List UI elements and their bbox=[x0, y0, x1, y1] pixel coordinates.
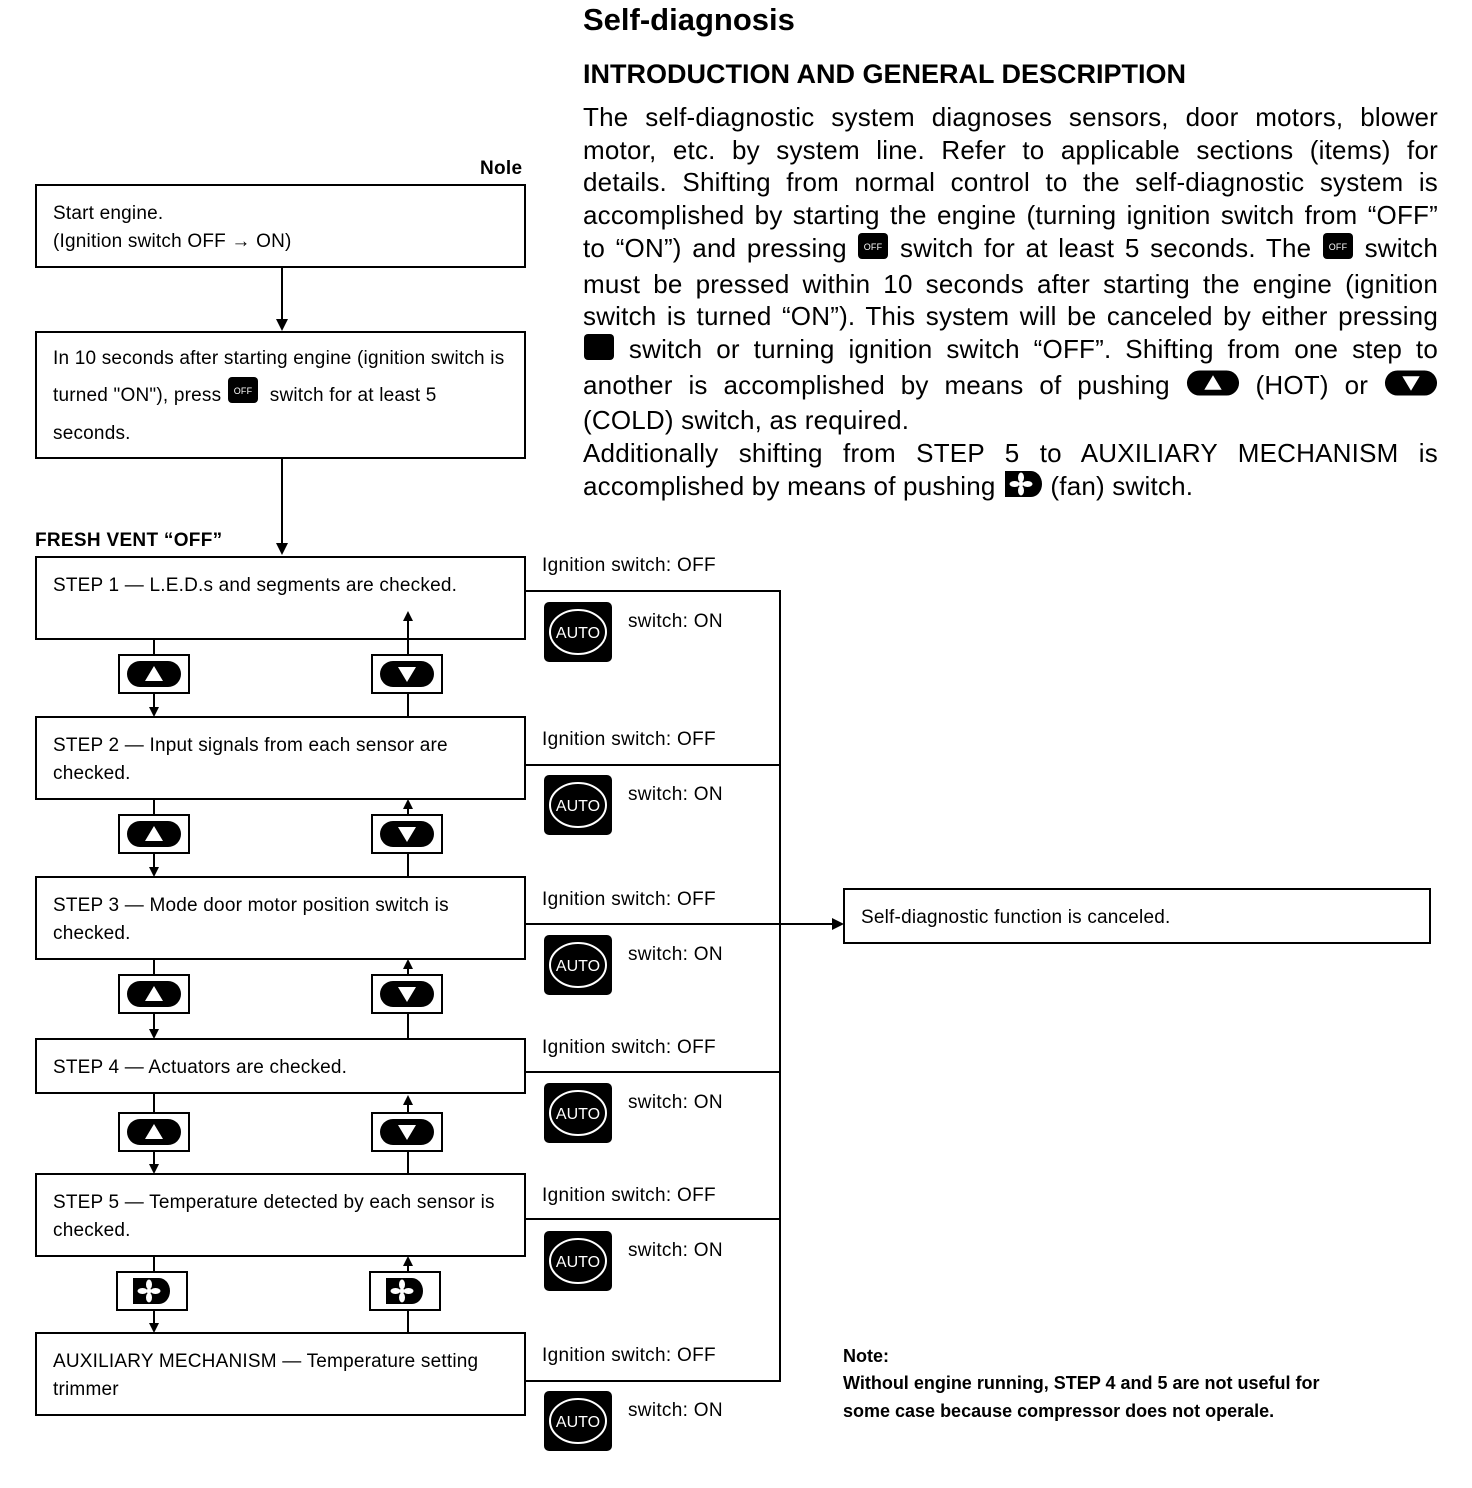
hot-button-frame bbox=[118, 814, 190, 854]
step-5-box bbox=[35, 1173, 526, 1257]
connector-bus-line bbox=[779, 590, 781, 1382]
connector-line bbox=[526, 764, 781, 766]
step-4-box bbox=[35, 1038, 526, 1094]
press-off-text-2: switch for at least 5 seconds. bbox=[53, 385, 437, 444]
connector-line bbox=[281, 268, 283, 322]
intro-text-7: Additionally shifting from STEP 5 to AUXILIARY MECHANISM is accomplished by means of pushing bbox=[583, 438, 1438, 501]
down-triangle-button-icon bbox=[1384, 369, 1438, 405]
step-1-text: STEP 1 — L.E.D.s and segments are checked. bbox=[53, 575, 458, 596]
switch-on-label: switch: ON bbox=[628, 611, 723, 632]
auto-button-icon bbox=[543, 774, 613, 836]
down-triangle-button-icon bbox=[379, 1118, 435, 1146]
connector-line bbox=[779, 923, 835, 925]
arrow-down-icon bbox=[148, 866, 160, 878]
fan-button-icon bbox=[131, 1277, 171, 1305]
note-line-1: Withoul engine running, STEP 4 and 5 are not useful for bbox=[843, 1373, 1320, 1393]
connector-line bbox=[407, 694, 409, 716]
fan-button-frame bbox=[116, 1271, 188, 1311]
ignition-off-label: Ignition switch: OFF bbox=[542, 1185, 716, 1206]
connector-line bbox=[526, 1218, 781, 1220]
fan-button-frame bbox=[369, 1271, 441, 1311]
off-button-icon bbox=[583, 333, 615, 369]
up-triangle-button-icon bbox=[126, 980, 182, 1008]
auto-button-label: AUTO bbox=[555, 1106, 601, 1123]
intro-text-8: (fan) switch. bbox=[1050, 470, 1194, 501]
auto-button-label: AUTO bbox=[555, 798, 601, 815]
arrow-down-icon bbox=[148, 706, 160, 718]
hot-button-frame bbox=[118, 974, 190, 1014]
auto-button-label: AUTO bbox=[555, 958, 601, 975]
step-2-box bbox=[35, 716, 526, 800]
auxiliary-mechanism-text: AUXILIARY MECHANISM — Temperature setting trimmer bbox=[53, 1351, 479, 1400]
arrow-down-icon bbox=[148, 1028, 160, 1040]
ignition-off-label: Ignition switch: OFF bbox=[542, 1345, 716, 1366]
auto-button-label: AUTO bbox=[555, 1414, 601, 1431]
auto-button-icon bbox=[543, 601, 613, 663]
connector-line bbox=[281, 459, 283, 547]
step-3-box bbox=[35, 876, 526, 960]
canceled-box bbox=[843, 888, 1431, 944]
fan-button-icon bbox=[384, 1277, 424, 1305]
intro-text-6: (COLD) switch, as required. bbox=[583, 405, 910, 436]
step-3-text: STEP 3 — Mode door motor position switch is checked. bbox=[53, 895, 449, 944]
arrow-up-icon bbox=[402, 798, 414, 810]
arrow-down-icon bbox=[148, 1163, 160, 1175]
ignition-off-label: Ignition switch: OFF bbox=[542, 1037, 716, 1058]
connector-line bbox=[407, 854, 409, 876]
connector-line bbox=[153, 1257, 155, 1271]
connector-line bbox=[526, 1071, 781, 1073]
canceled-text: Self-diagnostic function is canceled. bbox=[861, 907, 1171, 928]
auto-button-label: AUTO bbox=[555, 1254, 601, 1271]
connector-line bbox=[153, 960, 155, 974]
connector-line bbox=[407, 620, 409, 654]
intro-text-3: switch must be pressed within 10 seconds after starting the engine (ignition switch is turned “ON”). This system will be canceled by either pressing bbox=[583, 232, 1438, 332]
switch-on-label: switch: ON bbox=[628, 784, 723, 805]
hot-button-frame bbox=[118, 1112, 190, 1152]
auto-button-icon bbox=[543, 1230, 613, 1292]
arrow-up-icon bbox=[402, 1255, 414, 1267]
step-4-text: STEP 4 — Actuators are checked. bbox=[53, 1057, 348, 1078]
step-2-text: STEP 2 — Input signals from each sensor are checked. bbox=[53, 735, 448, 784]
connector-line bbox=[407, 1152, 409, 1173]
connector-line bbox=[153, 1094, 155, 1112]
cold-button-frame bbox=[371, 814, 443, 854]
fresh-vent-label: FRESH VENT “OFF” bbox=[35, 530, 223, 551]
note-heading: Note: bbox=[843, 1346, 889, 1366]
intro-text-1: The self-diagnostic system diagnoses sensors, door motors, blower motor, etc. by system line. Refer to applicable sections (items) for details. Shifting from normal control to the self-diagnostic system is accomplished by starting the engine (turning ignition switch from “OFF” to “ON”) and pressing bbox=[583, 102, 1438, 263]
up-triangle-button-icon bbox=[126, 660, 182, 688]
off-button-icon bbox=[1322, 232, 1354, 268]
down-triangle-button-icon bbox=[379, 820, 435, 848]
press-off-text-1: In 10 seconds after starting engine (ignition switch is turned "ON"), press bbox=[53, 348, 505, 406]
connector-line bbox=[153, 640, 155, 654]
arrow-up-icon bbox=[402, 1094, 414, 1106]
auto-button-icon bbox=[543, 1390, 613, 1452]
off-button-label: OFF bbox=[864, 241, 883, 252]
intro-text-5: (HOT) or bbox=[1255, 369, 1369, 400]
off-button-label: OFF bbox=[1328, 241, 1348, 252]
up-triangle-button-icon bbox=[126, 820, 182, 848]
auto-button-icon bbox=[543, 1082, 613, 1144]
connector-line bbox=[526, 590, 781, 592]
up-triangle-button-icon bbox=[126, 1118, 182, 1146]
start-engine-line1: Start engine. bbox=[53, 203, 164, 224]
down-triangle-button-icon bbox=[379, 660, 435, 688]
off-button-label: OFF bbox=[233, 386, 253, 396]
connector-line bbox=[407, 1014, 409, 1038]
cold-button-frame bbox=[371, 654, 443, 694]
note-marker: Nole bbox=[480, 158, 523, 179]
section-heading: INTRODUCTION AND GENERAL DESCRIPTION bbox=[583, 59, 1187, 89]
ignition-off-label: Ignition switch: OFF bbox=[542, 889, 716, 910]
off-button-icon bbox=[227, 376, 259, 416]
fan-button-icon bbox=[1003, 470, 1043, 506]
press-off-box bbox=[35, 331, 526, 459]
off-button-icon bbox=[857, 232, 889, 268]
intro-text-2: switch for at least 5 seconds. The bbox=[900, 232, 1312, 263]
page-title: Self-diagnosis bbox=[583, 2, 795, 37]
arrow-up-icon bbox=[402, 958, 414, 970]
switch-on-label: switch: ON bbox=[628, 944, 723, 965]
arrow-down-icon bbox=[148, 1322, 160, 1334]
up-triangle-button-icon bbox=[1186, 369, 1240, 405]
arrow-down-icon bbox=[275, 318, 289, 332]
hot-button-frame bbox=[118, 654, 190, 694]
auto-button-icon bbox=[543, 934, 613, 996]
switch-on-label: switch: ON bbox=[628, 1092, 723, 1113]
auto-button-label: AUTO bbox=[555, 625, 601, 642]
step-1-box bbox=[35, 556, 526, 640]
connector-line bbox=[153, 800, 155, 814]
arrow-up-icon bbox=[402, 610, 414, 622]
start-engine-box bbox=[35, 184, 526, 268]
intro-text-4: switch or turning ignition switch “OFF”. Shifting from one step to another is accomplished by means of pushing bbox=[583, 333, 1438, 400]
arrow-down-icon bbox=[275, 542, 289, 556]
switch-on-label: switch: ON bbox=[628, 1240, 723, 1261]
auxiliary-mechanism-box bbox=[35, 1332, 526, 1416]
switch-on-label: switch: ON bbox=[628, 1400, 723, 1421]
connector-line bbox=[526, 1380, 781, 1382]
connector-line bbox=[407, 1311, 409, 1332]
cold-button-frame bbox=[371, 974, 443, 1014]
note-line-2: some case because compressor does not operale. bbox=[843, 1401, 1275, 1421]
down-triangle-button-icon bbox=[379, 980, 435, 1008]
ignition-off-label: Ignition switch: OFF bbox=[542, 555, 716, 576]
step-5-text: STEP 5 — Temperature detected by each sensor is checked. bbox=[53, 1192, 495, 1241]
cold-button-frame bbox=[371, 1112, 443, 1152]
start-engine-line2: (Ignition switch OFF → ON) bbox=[53, 231, 292, 252]
intro-paragraph bbox=[583, 101, 1438, 505]
ignition-off-label: Ignition switch: OFF bbox=[542, 729, 716, 750]
connector-line bbox=[526, 923, 781, 925]
